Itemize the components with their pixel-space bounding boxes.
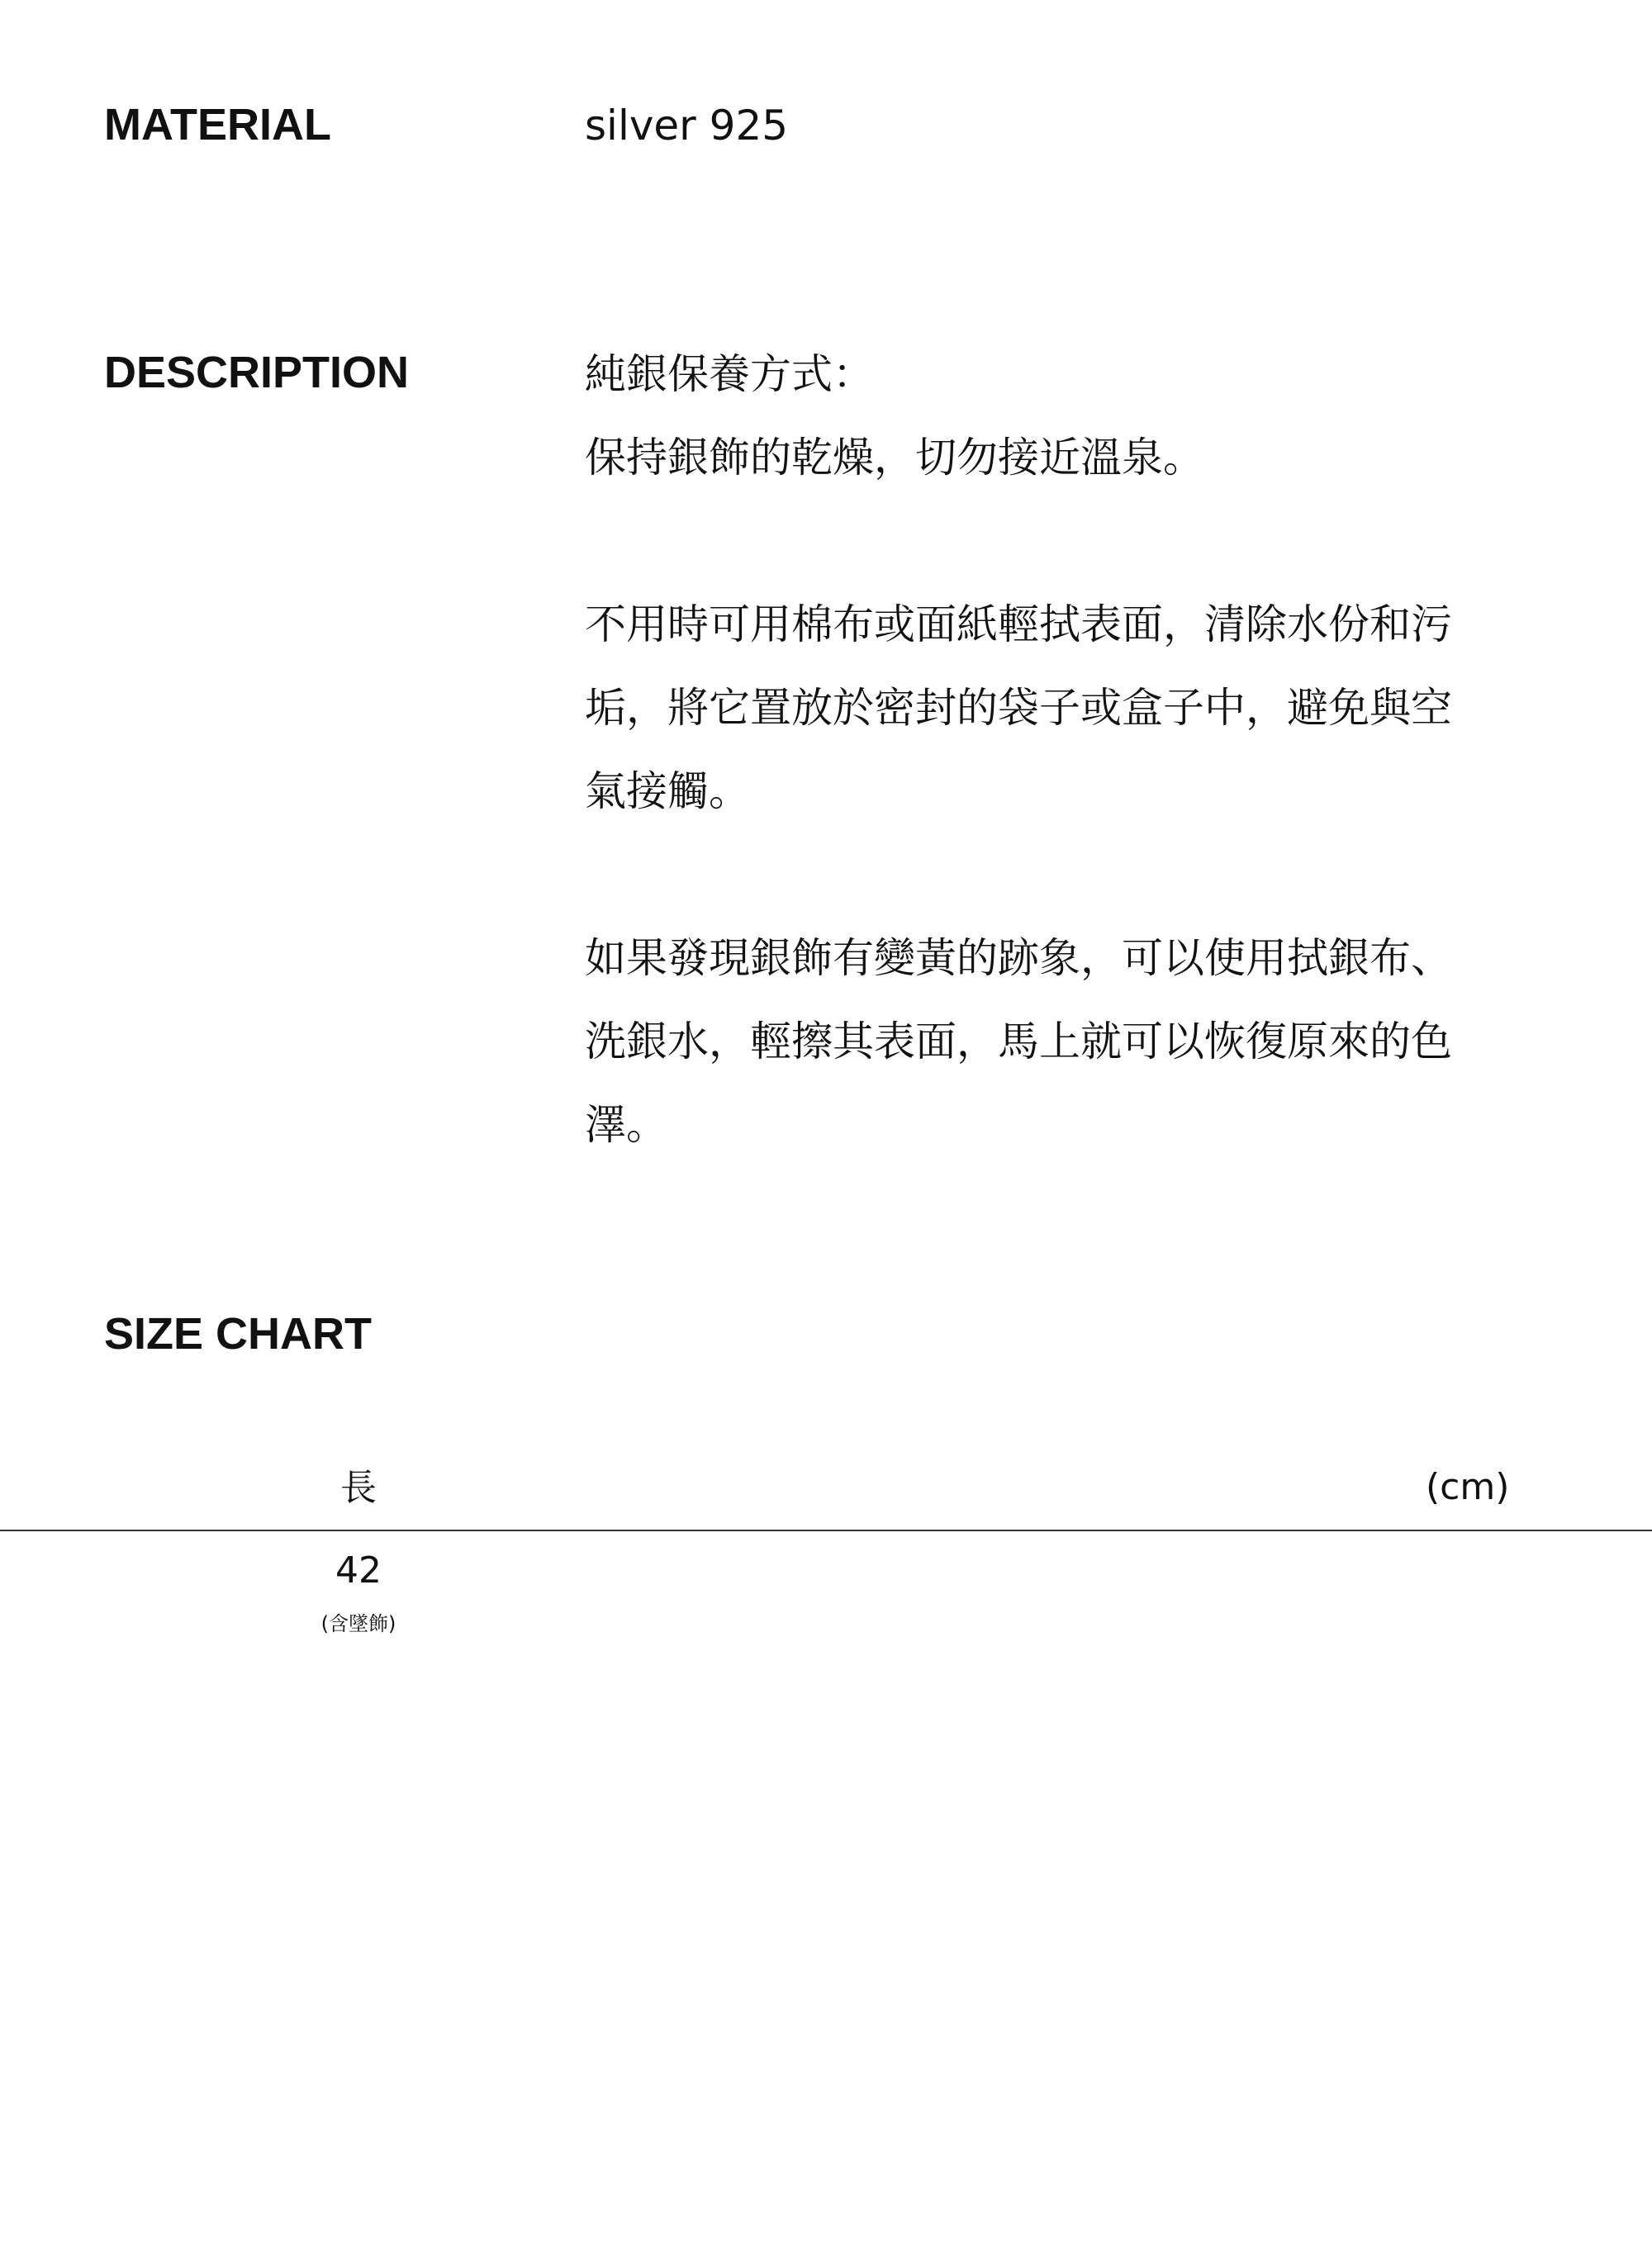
description-paragraph-care-method: 純銀保養方式： 保持銀飾的乾燥，切勿接近溫泉。 [585, 350, 1204, 482]
size-chart-divider [0, 1530, 1652, 1531]
description-paragraph-storage: 不用時可用棉布或面紙輕拭表面，清除水份和污 垢，將它置放於密封的袋子或盒子中，避免與空 氣接觸。 [585, 600, 1452, 815]
material-label: MATERIAL [104, 100, 331, 149]
description-label: DESCRIPTION [104, 348, 410, 397]
description-paragraph-cleaning: 如果發現銀飾有變黃的跡象，可以使用拭銀布、 洗銀水，輕擦其表面，馬上就可以恢復原來的色 澤。 [585, 934, 1452, 1149]
size-chart-label: SIZE CHART [104, 1309, 372, 1359]
size-chart-length-note: (含墜飾) [320, 1612, 396, 1635]
size-chart-unit: (cm) [1426, 1466, 1510, 1508]
size-chart-length-header: 長 [340, 1467, 377, 1509]
size-chart-length-value: 42 [335, 1549, 382, 1592]
description-text [585, 333, 1576, 1167]
material-value: silver 925 [585, 102, 789, 149]
